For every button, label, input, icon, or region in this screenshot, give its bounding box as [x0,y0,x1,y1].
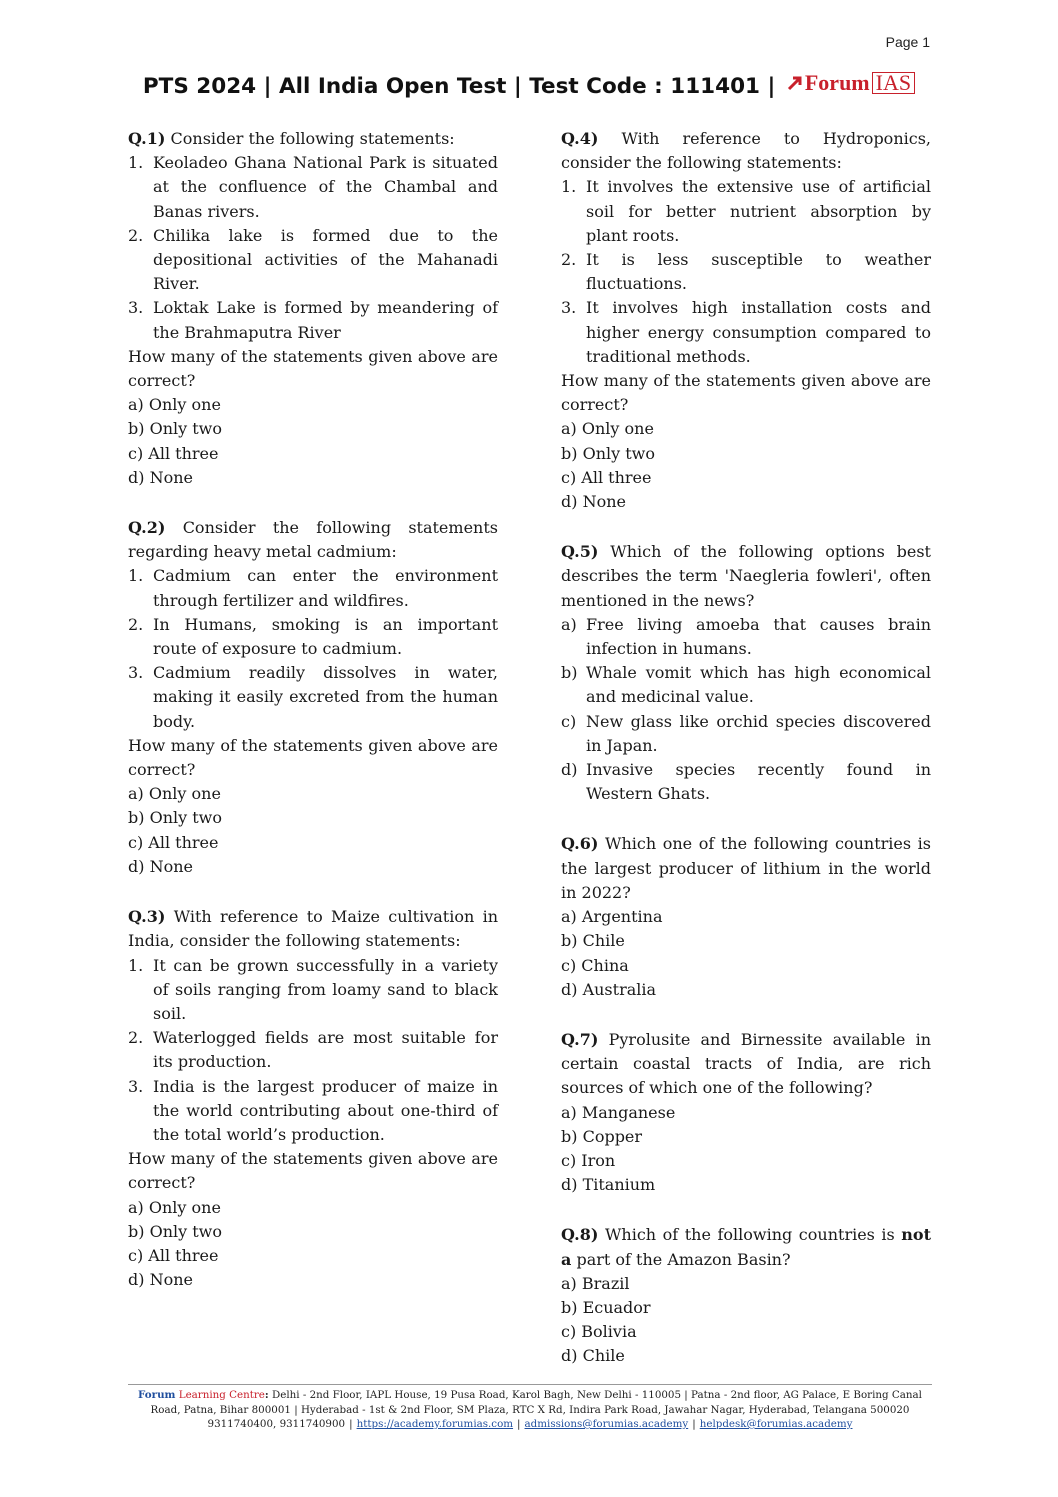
footer-address-1: Delhi - 2nd Floor, IAPL House, 19 Pusa Road, Karol Bagh, New Delhi - 110005 | Patna - 2nd floor, AG Palace, E Boring Canal [272,1389,922,1401]
statement-number: 2. [128,614,144,634]
question-text: Consider the following statements: [170,129,455,148]
page-title [0,70,1058,100]
question-number: Q.4) [561,129,599,148]
question-stem [561,1223,931,1271]
logo-arrow-icon [787,75,803,91]
option-text: Free living amoeba that causes brain infection in humans. [586,614,931,659]
statement-text: It can be grown successfully in a variety of soils ranging from loamy sand to black soil. [153,955,498,1023]
statement-number: 1. [128,566,144,586]
question-stem [561,1028,931,1101]
statement-list [128,564,498,733]
statement-text: Cadmium can enter the environment through fertilizer and wildfires. [153,566,498,610]
statement-text: Keoladeo Ghana National Park is situated at the confluence of the Chambal and Banas rivers. [153,153,498,221]
question-number: Q.3) [128,907,166,927]
footer-brand-forum: Forum [138,1389,176,1401]
option-letter: b) [561,663,578,683]
option-a: a) Brazil [561,1273,630,1293]
statement-number: 3. [128,298,144,318]
page-footer [128,1388,932,1432]
question-number: Q.2) [128,518,166,538]
question-number: Q.8) [561,1225,599,1245]
statement-text: It involves the extensive use of artificial soil for better nutrient absorption by plant roots. [586,177,931,245]
question-text: With reference to Hydroponics, consider the following statements: [561,129,931,173]
right-column [561,127,931,1395]
question-emphasis: not a [561,1225,931,1269]
option-list [561,1272,931,1369]
footer-phones: 9311740400, 9311740900 [207,1418,346,1430]
statement-item [128,661,498,734]
statement-number: 2. [128,225,144,245]
statement-text: In Humans, smoking is an important route of exposure to cadmium. [153,614,498,659]
question-3 [128,905,498,1292]
admissions-email-link[interactable]: admissions@forumias.academy [524,1418,689,1430]
option-b: b) Chile [561,931,625,951]
statement-text: It is less susceptible to weather fluctuations. [586,250,931,294]
option-d: d) None [561,492,626,512]
question-8 [561,1223,931,1368]
question-stem [561,540,931,613]
footer-divider [128,1384,932,1385]
statement-number: 1. [128,955,144,975]
footer-address-2: Road, Patna, Bihar 800001 | Hyderabad - 1st & 2nd Floor, SM Plaza, RTC X Rd, Indira Park Road, Jawahar Nagar, Hyderabad, Telangana 500020 [150,1403,910,1416]
statement-number: 1. [561,177,577,197]
question-5 [561,540,931,806]
option-c: c) Bolivia [561,1322,637,1342]
question-number: Q.1) [128,129,166,148]
option-b: b) Only two [128,419,222,439]
statement-number: 2. [128,1028,144,1048]
left-column [128,127,498,1318]
statement-item [128,296,498,344]
statement-text: India is the largest producer of maize in the world contributing about one-third of the total world’s production. [153,1076,498,1144]
page-number: Page 1 [885,34,930,50]
question-text: With reference to Maize cultivation in India, consider the following statements: [128,907,498,951]
option-c: c) All three [128,1245,219,1265]
statement-item [128,224,498,297]
question-text: Which one of the following countries is the largest producer of lithium in the world in 2022? [561,834,932,902]
statement-text: Loktak Lake is formed by meandering of the Brahmaputra River [153,298,498,342]
question-stem [561,127,931,175]
question-text: Which of the following countries is [604,1225,902,1245]
statement-item [128,1075,498,1148]
statement-list [561,175,931,369]
option-d: d) Titanium [561,1175,656,1195]
question-stem [128,905,498,953]
question-number: Q.7) [561,1029,599,1049]
option-a [561,613,931,661]
statement-number: 3. [561,298,577,318]
statement-text: Waterlogged fields are most suitable for its production. [153,1028,498,1072]
option-list [561,417,931,514]
statement-item [561,248,931,296]
option-b: b) Only two [128,1221,222,1241]
option-d [561,758,931,806]
question-text: Consider the following statements regarding heavy metal cadmium: [128,518,498,562]
option-a: a) Manganese [561,1102,676,1122]
option-d: d) Australia [561,979,657,999]
option-d: d) None [128,856,193,876]
question-2 [128,516,498,879]
footer-line-1 [128,1388,932,1403]
statement-text: Cadmium readily dissolves in water, making it easily excreted from the human body. [153,663,498,731]
option-list [561,1101,931,1198]
option-letter: a) [561,614,577,634]
option-letter: d) [561,760,578,780]
option-c [561,710,931,758]
helpdesk-email-link[interactable]: helpdesk@forumias.academy [699,1418,853,1430]
statement-item [128,1026,498,1074]
logo-ias-text: IAS [872,72,915,94]
option-list [128,393,498,490]
question-6 [561,832,931,1001]
question-ask: How many of the statements given above are correct? [128,346,498,391]
question-text: Pyrolusite and Birnessite available in certain coastal tracts of India, are rich sources of which one of the following? [561,1029,931,1098]
statement-list [128,954,498,1148]
option-letter: c) [561,711,577,731]
question-4 [561,127,931,514]
option-c: c) Iron [561,1150,616,1170]
statement-text: Chilika lake is formed due to the depositional activities of the Mahanadi River. [153,225,498,294]
question-text-end: part of the Amazon Basin? [571,1249,791,1269]
option-d: d) None [128,1270,193,1290]
statement-number: 2. [561,250,577,270]
question-7 [561,1028,931,1197]
statement-item [561,175,931,248]
statement-item [128,954,498,1027]
question-stem [128,127,498,151]
footer-colon: : [264,1389,269,1401]
option-c: c) All three [128,832,219,852]
question-stem [128,516,498,564]
footer-contacts: 9311740400, 9311740900 | https://academy.forumias.com | admissions@forumias.academy | helpdesk@forumias.academy [207,1418,853,1430]
option-b: b) Copper [561,1126,643,1146]
option-d: d) Chile [561,1346,625,1366]
option-text: Whale vomit which has high economical and medicinal value. [586,663,931,707]
option-b: b) Ecuador [561,1297,651,1317]
statement-number: 3. [128,663,144,683]
option-list [561,613,931,807]
option-c: c) All three [561,467,652,487]
question-stem [561,832,931,905]
question-text: Which of the following options best describes the term 'Naegleria fowleri', often mentioned in the news? [561,542,931,610]
option-list [128,1196,498,1293]
option-d: d) None [128,467,193,487]
option-b [561,661,931,709]
statement-text: It involves high installation costs and higher energy consumption compared to traditional methods. [586,298,931,366]
title-text: PTS 2024 | All India Open Test | Test Code : 111401 | [142,74,776,99]
option-a: a) Only one [128,1197,221,1217]
question-1 [128,127,498,490]
option-b: b) Only two [561,443,655,463]
option-a: a) Only one [128,784,221,804]
statement-number: 3. [128,1076,144,1096]
statement-item [128,613,498,661]
option-text: New glass like orchid species discovered in Japan. [586,711,931,755]
option-a: a) Only one [561,419,654,439]
statement-list [128,151,498,345]
option-c: c) China [561,955,629,975]
option-c: c) All three [128,443,219,463]
logo-forum-text: Forum [804,70,870,95]
option-list [561,905,931,1002]
question-ask: How many of the statements given above are correct? [128,1149,498,1193]
question-number: Q.5) [561,542,599,562]
option-text: Invasive species recently found in Western Ghats. [586,760,931,804]
forumias-logo [787,70,915,96]
option-a: a) Argentina [561,907,663,927]
question-ask: How many of the statements given above are correct? [128,735,498,780]
option-a: a) Only one [128,395,221,415]
statement-item [128,564,498,612]
statement-item [128,151,498,224]
question-number: Q.6) [561,834,599,854]
option-list [128,782,498,879]
question-ask: How many of the statements given above are correct? [561,371,931,415]
statement-number: 1. [128,153,144,173]
footer-brand-learning-centre: Learning Centre [178,1389,265,1401]
statement-item [561,296,931,369]
academy-link[interactable]: https://academy.forumias.com [356,1418,514,1430]
option-b: b) Only two [128,808,222,828]
